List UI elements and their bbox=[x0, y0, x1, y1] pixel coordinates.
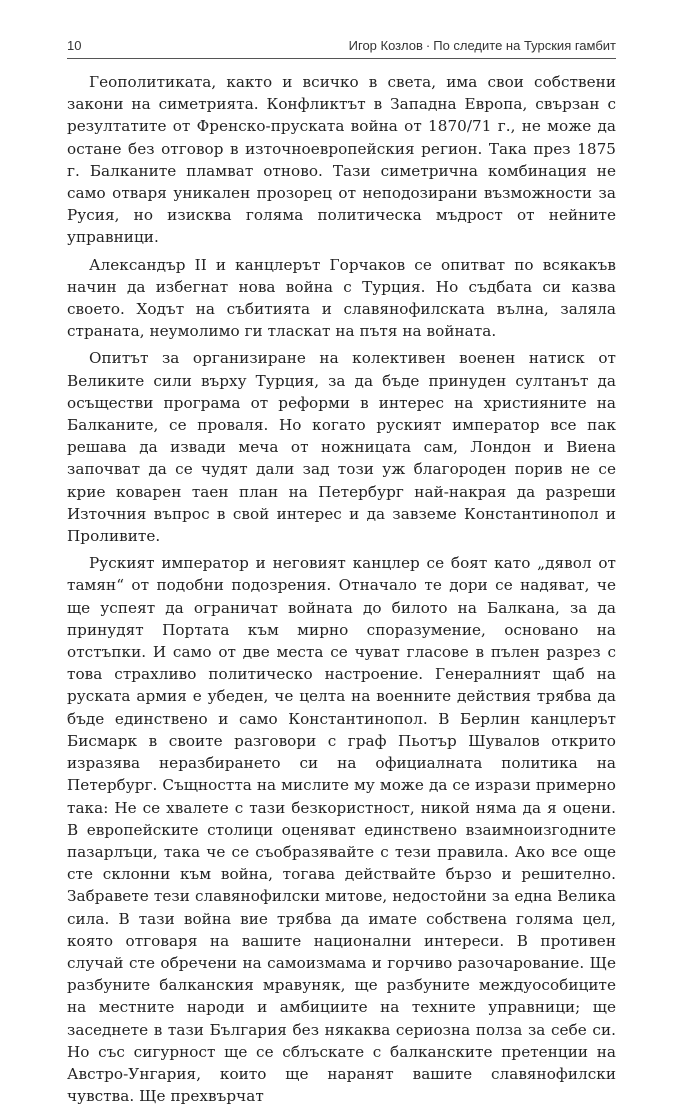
header-author: Игор Козлов bbox=[348, 38, 423, 53]
paragraph: Александър II и канцлерът Горчаков се опитват по всякакъв начин да избегнат нова война с Турция. Но съдбата си казва своето. Ходът на събитията и славянофилската вълна, заляла страната, неумолимо ги тласкат на пътя на войната. bbox=[67, 255, 616, 341]
paragraph: Руският император и неговият канцлер се боят като „дявол от тамян“ от подобни подозрения. Отначало те дори се надяват, че ще успеят да ограничат войната до билото на Балкана, за да принудят Портата към мирно споразумение, основано на отстъпки. И само от две места се чуват гласове в пълен разрез с това страхливо политическо настроение. Генералният щаб на руската армия е убеден, че целта на военните действия трябва да бъде единствено и само Константинопол. В Берлин канцлерът Бисмарк в своите разговори с граф Пьотър Шувалов открито изразява неразбирането си на официалната политика на Петербург. Същността на мислите му може да се изрази примерно така: Не се хвалете с тази безкористност, никой няма да я оцени. В европейските столици оценяват единствено взаимноизгодните пазарлъци, така че се съобразявайте с тези правила. Ако все още сте склонни към война, тогава действайте бързо и решително. Забравете тези славянофилски митове, недостойни за една Велика сила. В тази война вие трябва да имате собствена голяма цел, която отговаря на вашите национални интереси. В противен случай сте обречени на самоизмама и горчиво разочарование. Ще разбуните балканския мравуняк, ще разбуните междуособиците на местните народи и амбициите на техните управници; ще заседнете в тази България без някаква сериозна полза за себе си. Но със сигурност ще се сблъскате с балканските претенции на Австро-Унгария, които ще наранят вашите славянофилски чувства. Ще прехвърчат bbox=[67, 554, 616, 1106]
paragraph: Опитът за организиране на колективен военен натиск от Великите сили върху Турция, за да бъде принуден султанът да осъществи програма от реформи в интерес на християните на Балканите, се проваля. Но когато руският император все пак решава да извади меча от ножницата сам, Лондон и Виена започват да се чудят дали зад този уж благороден порив не се крие коварен таен план на Петербург най-накрая да разреши Източния въпрос в свой интерес и да завземе Константинопол и Проливите. bbox=[67, 349, 616, 546]
running-header bbox=[67, 38, 616, 59]
header-book-title: По следите на Турския гамбит bbox=[433, 38, 616, 53]
book-page bbox=[67, 38, 616, 1107]
header-title bbox=[349, 38, 616, 53]
header-separator: · bbox=[425, 38, 431, 53]
body-text bbox=[67, 71, 616, 1107]
paragraph: Геополитиката, както и всичко в света, има свои собствени закони на симетрията. Конфликтът в Западна Европа, свързан с резултатите от Френско-пруската война от 1870/71 г., не може да остане без отговор в източноевропейския регион. Така през 1875 г. Балканите пламват отново. Тази симетрична комбинация не само отваря уникален прозорец от неподозирани възможности за Русия, но изисква голяма политическа мъдрост от нейните управници. bbox=[67, 73, 616, 247]
page-number: 10 bbox=[67, 38, 82, 53]
